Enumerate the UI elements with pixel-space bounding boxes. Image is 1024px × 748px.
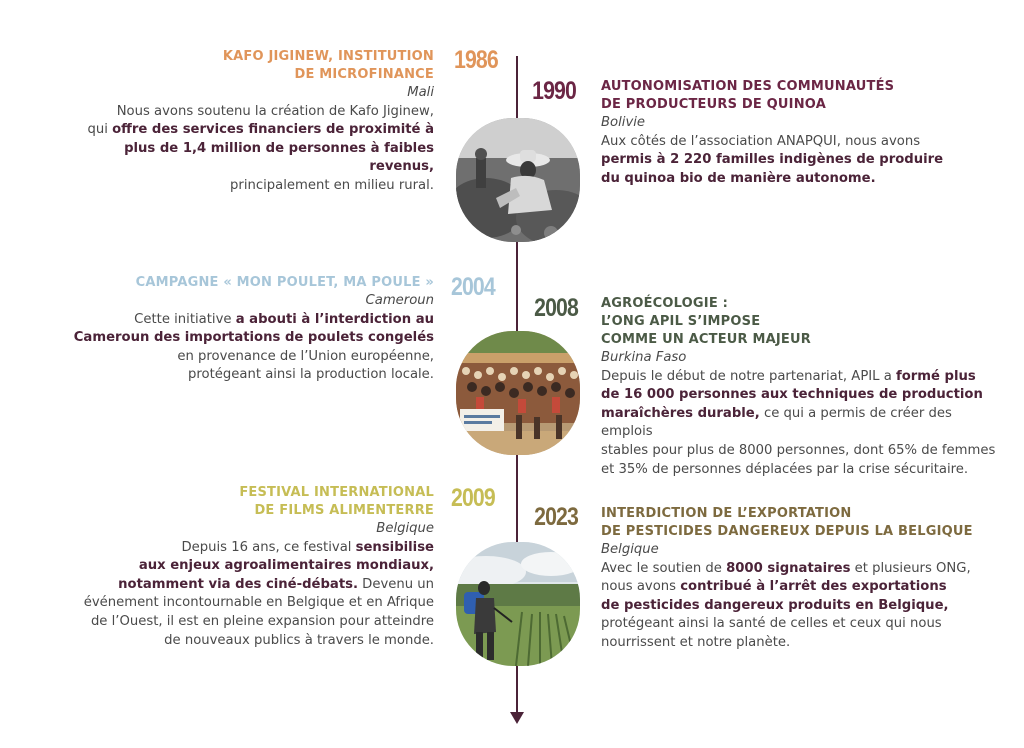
entry-2009-country: Belgique [376,521,434,536]
crowd-march-photo [456,331,580,455]
quinoa-farmer-photo [456,118,580,242]
entry-2004-country: Cameroun [365,293,434,308]
entry-2008-text: Depuis le début de notre partenariat, APIL a formé plus de 16 000 personnes aux techniques de production maraîchères durable, ce qui a permis de créer des emplois stables pour plus de 8000 personnes, dont 65% de femmes et 35% de personnes déplacées par la crise sécuritaire. [601,368,996,477]
year-1990: 1990 [532,77,576,105]
year-2004: 2004 [451,273,495,301]
entry-1986 [60,48,434,196]
entry-1990-country: Bolivie [601,115,646,130]
entry-1990-text: Aux côtés de l’association ANAPQUI, nous avons permis à 2 220 familles indigènes de produire du quinoa bio de manière autonome. [601,133,944,186]
year-1986: 1986 [454,46,498,74]
entry-2004 [60,274,434,385]
entry-2009-text: Depuis 16 ans, ce festival sensibilise aux enjeux agroalimentaires mondiaux, notamment via des ciné-débats. Devenu un événement incontournable en Belgique et en Afrique de l’Ouest, il est en pleine expansion pour atteindre de nouveaux publics à travers le monde. [83,539,434,648]
entry-2008-country: Burkina Faso [601,350,687,365]
year-2009: 2009 [451,484,495,512]
entry-1986-title: KAFO JIGINEW, INSTITUTION DE MICROFINANCE [222,49,434,82]
entry-2023-text: Avec le soutien de 8000 signataires et plusieurs ONG, nous avons contribué à l’arrêt des exportations de pesticides dangereux produits en Belgique, protégeant ainsi la santé de celles et ceux qui nous nourrissent et notre planète. [601,560,971,650]
entry-2004-title: CAMPAGNE « MON POULET, MA POULE » [135,275,434,290]
entry-1986-text: Nous avons soutenu la création de Kafo Jiginew, qui offre des services financiers de proximité à plus de 1,4 million de personnes à faibles revenus, principalement en milieu rural. [87,103,434,193]
year-2023: 2023 [534,503,578,531]
entry-2008 [601,295,1006,479]
entry-2008-title: AGROÉCOLOGIE : L’ONG APIL S’IMPOSE COMME UN ACTEUR MAJEUR [601,296,811,347]
entry-2023-country: Belgique [601,542,659,557]
entry-2004-text: Cette initiative a abouti à l’interdiction au Cameroun des importations de poulets congelés en provenance de l’Union européenne, protégeant ainsi la production locale. [73,311,434,383]
entry-2009-title: FESTIVAL INTERNATIONAL DE FILMS ALIMENTERRE [239,485,434,518]
pesticide-sprayer-photo [456,542,580,666]
entry-1986-country: Mali [407,85,434,100]
arrow-down-icon [510,712,524,724]
entry-2023-title: INTERDICTION DE L’EXPORTATION DE PESTICIDES DANGEREUX DEPUIS LA BELGIQUE [601,506,973,539]
year-2008: 2008 [534,294,578,322]
entry-2009 [56,484,434,650]
entry-2023 [601,505,1006,653]
entry-1990 [601,78,1001,188]
entry-1990-title: AUTONOMISATION DES COMMUNAUTÉS DE PRODUCTEURS DE QUINOA [601,79,895,112]
